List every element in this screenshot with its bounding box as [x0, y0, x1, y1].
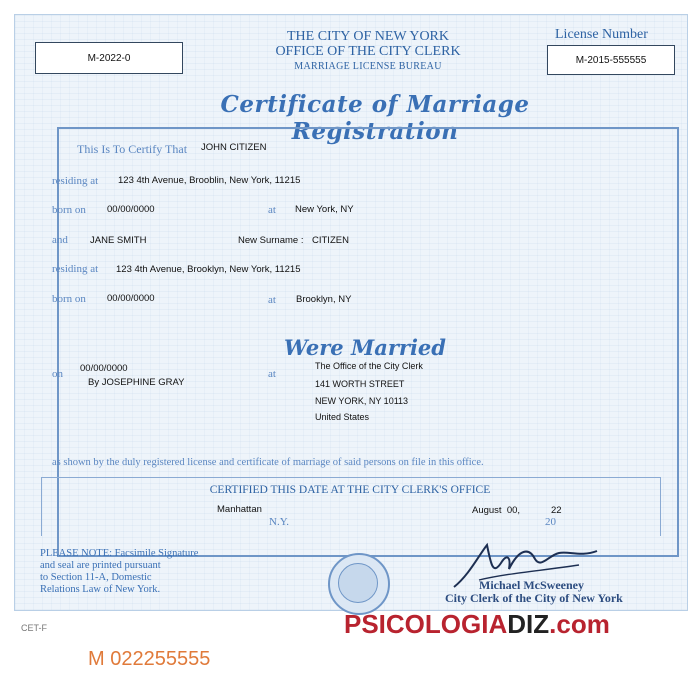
watermark-part2: DIZ — [507, 609, 550, 639]
form-code: CET-F — [21, 623, 47, 633]
certified-year-prefix: 20 — [545, 516, 556, 528]
ceremony-officiant: By JOSEPHINE GRAY — [88, 377, 185, 388]
party2-born-label: born on — [52, 293, 86, 305]
certified-date: August 00, — [472, 505, 521, 516]
license-left-box: M-2022-0 — [35, 42, 183, 74]
and-label: and — [52, 234, 68, 246]
ceremony-place-line3: NEW YORK, NY 10113 — [315, 396, 409, 406]
party1-address: 123 4th Avenue, Brooblin, New York, 11215 — [118, 175, 301, 186]
note-line1: PLEASE NOTE: Facsimile Signature — [40, 548, 199, 559]
note-line4: Relations Law of New York. — [40, 584, 161, 595]
party1-name: JOHN CITIZEN — [201, 142, 267, 153]
ceremony-place-line4: United States — [315, 412, 370, 422]
license-right-box: M-2015-555555 — [547, 45, 675, 75]
header-bureau: MARRIAGE LICENSE BUREAU — [294, 61, 442, 72]
ceremony-date: 00/00/0000 — [80, 363, 128, 374]
watermark — [344, 609, 610, 640]
watermark-part3: .com — [549, 609, 610, 639]
party2-name: JANE SMITH — [90, 235, 147, 246]
certified-borough: Manhattan — [217, 504, 262, 515]
bottom-number: M 022255555 — [88, 648, 211, 670]
ceremony-place-line1: The Office of the City Clerk — [315, 361, 423, 371]
watermark-part1: PSICOLOGIA — [344, 609, 508, 639]
party1-born-label: born on — [52, 204, 86, 216]
ceremony-place-line2: 141 WORTH STREET — [315, 379, 405, 389]
ceremony-at-label: at — [268, 368, 276, 380]
party1-at-label: at — [268, 204, 276, 216]
certify-label: This Is To Certify That — [77, 142, 188, 156]
header-office: OFFICE OF THE CITY CLERK — [275, 44, 461, 59]
were-married-heading: Were Married — [284, 335, 446, 360]
party1-residing-label: residing at — [52, 175, 99, 187]
certificate-title: Certificate of Marriage Registration — [220, 91, 530, 145]
party2-born-place: Brooklyn, NY — [296, 294, 352, 305]
party2-born-date: 00/00/0000 — [107, 293, 155, 304]
ny-label: N.Y. — [269, 516, 289, 528]
license-number-label: License Number — [555, 27, 648, 42]
party2-at-label: at — [268, 294, 276, 306]
signer-name: Michael McSweeney — [479, 578, 584, 592]
signer-title: City Clerk of the City of New York — [445, 591, 623, 605]
certificate — [14, 14, 688, 611]
note-line3: to Section 11-A, Domestic — [40, 572, 152, 583]
shown-statement: as shown by the duly registered license and certificate of marriage of said persons on file in this office. — [52, 457, 484, 468]
note-line2: and seal are printed pursuant — [40, 560, 161, 571]
ceremony-on-label: on — [52, 368, 63, 380]
header-city: THE CITY OF NEW YORK — [286, 29, 450, 44]
party2-residing-label: residing at — [52, 263, 99, 275]
party1-born-place: New York, NY — [295, 204, 354, 215]
new-surname-label: New Surname : — [238, 235, 304, 246]
new-surname: CITIZEN — [312, 235, 349, 246]
party2-address: 123 4th Avenue, Brooklyn, New York, 11215 — [116, 264, 301, 275]
certified-heading: CERTIFIED THIS DATE AT THE CITY CLERK'S OFFICE — [209, 484, 491, 496]
city-seal-icon — [328, 553, 390, 615]
party1-born-date: 00/00/0000 — [107, 204, 155, 215]
certified-year-suffix: 22 — [551, 505, 562, 516]
